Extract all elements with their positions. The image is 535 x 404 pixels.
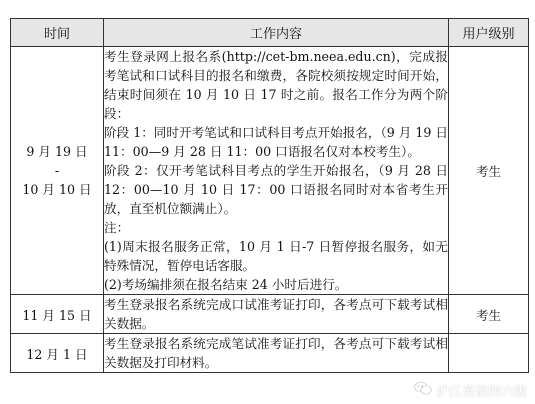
table-row	[11, 47, 529, 295]
header-user: 用户级别	[449, 19, 529, 47]
watermark	[414, 381, 527, 400]
work-cell	[104, 334, 449, 373]
work-cell	[104, 47, 449, 295]
work-note-label: 注：	[104, 220, 130, 235]
time-cell	[11, 47, 104, 295]
work-text: 考生登录网上报名系(http://cet-bm.neea.edu.cn)，完成报考笔试和口试科目的报名和缴费，各院校须按规定时间开始，结束时间须在 10 月 10 日 17 时之前。报名工作分为两个阶段：	[104, 49, 448, 121]
time-cell: 11 月 15 日	[11, 295, 104, 334]
work-text: 阶段 1：同时开考笔试和口试科目考点开始报名，（9 月 19 日 11：00—9 月 28 日 11：00 口语报名仅对本校考生）。	[104, 125, 449, 159]
header-time: 时间	[11, 19, 104, 47]
wechat-icon	[414, 381, 432, 400]
user-cell: 考生	[449, 295, 529, 334]
work-note: (1)周末报名服务正常，10 月 1 日-7 日暂停报名服务，如无特殊情况，暂停电话客服。	[104, 239, 448, 273]
time-cell: 12 月 1 日	[11, 334, 104, 373]
table-row	[11, 295, 529, 334]
work-note: (2)考场编排须在报名结束 24 小时后进行。	[104, 277, 348, 292]
work-text: 考生登录报名系统完成笔试准考证打印，各考点可下载考试相关数据及打印材料。	[104, 336, 448, 370]
schedule-table	[10, 18, 529, 373]
header-row	[11, 19, 529, 47]
time-start: 9 月 19 日	[26, 143, 88, 159]
time-end: 10 月 10 日	[22, 181, 92, 197]
header-work: 工作内容	[104, 19, 449, 47]
work-text: 阶段 2：仅开考笔试科目考点的学生开始报名，（9 月 28 日 12：00—10 月 10 日 17：00 口语报名同时对本省考生开放，直至机位额满止）。	[104, 163, 448, 216]
work-text: 考生登录报名系统完成口试准考证打印，各考点可下载考试相关数据。	[104, 297, 448, 331]
user-cell	[449, 334, 529, 373]
watermark-text: 沪江英语四六级	[435, 385, 527, 400]
work-cell	[104, 295, 449, 334]
time-separator: -	[54, 162, 60, 178]
table-row	[11, 334, 529, 373]
user-cell: 考生	[449, 47, 529, 295]
